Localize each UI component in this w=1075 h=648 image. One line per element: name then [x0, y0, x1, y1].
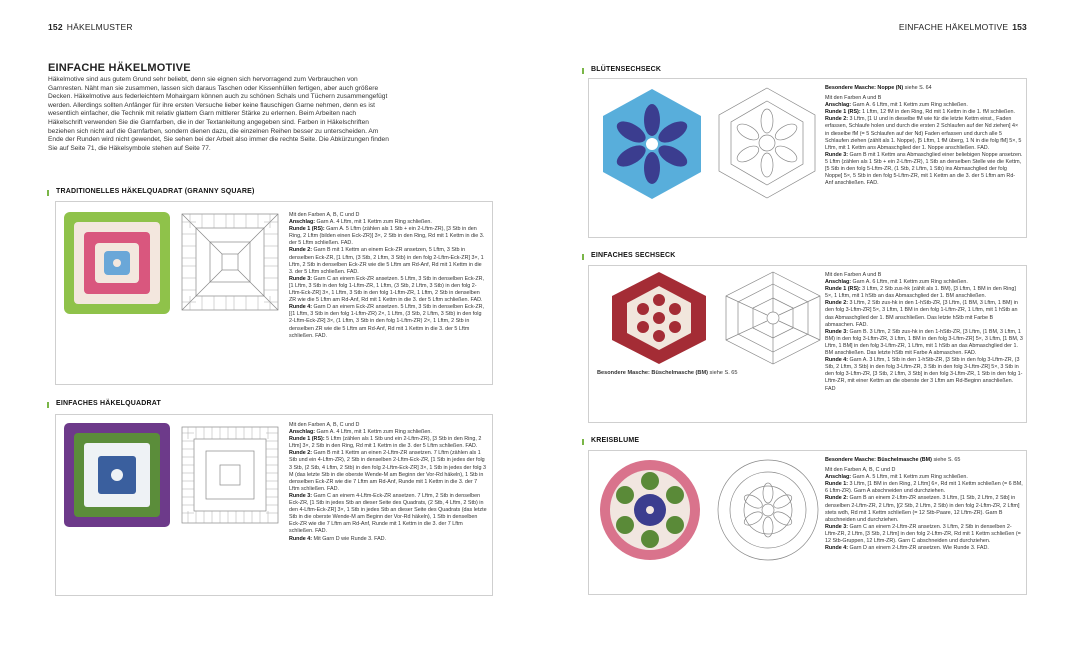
- einfaches-sechseck-caption: Besondere Masche: Büschelmasche (BM) siehe S. 65: [597, 370, 738, 376]
- granny-square-photo: [62, 210, 172, 316]
- instr-line: Mit den Farben A und B: [825, 272, 882, 278]
- kreisblume-diagram: [715, 457, 821, 563]
- instr-line: Anschlag: Garn A. 4 Lftm, mit 1 Kettm zum Ring schließen.: [289, 219, 432, 226]
- page-number-right: 153: [1012, 22, 1027, 32]
- instr-line: Anschlag: Garn A. 6 Lftm, mit 1 Kettm zum Ring schließen.: [825, 279, 968, 286]
- einfaches-sechseck-photo: [609, 270, 709, 366]
- page-number-left: 152: [48, 22, 63, 32]
- instr-line: Runde 1 (RS): Garn A. 5 Lftm (zählen als 1 Stb + ein 2-Lftm-ZR), [3 Stb in den Ring, 2 Lftm (bilden einen Eck-ZR)] 3×, 2 Stb in den Ring, Rd mit 1 Kettm in die 3. der 5 Lftm schließen. FAD.: [289, 226, 485, 247]
- kreisblume-instructions: [825, 457, 1023, 552]
- instr-line: Mit den Farben A, B, C und D: [289, 212, 360, 218]
- granny-square-instructions: [289, 212, 487, 340]
- section-title-simple-square: EINFACHES HÄKELQUADRAT: [56, 400, 161, 407]
- instr-line: Runde 3: Garn C an einem 4-Lftm-Eck-ZR ansetzen. 7 Lftm, 2 Stb in denselben Eck-ZR, [1 Stb in jedes Stb an dieser Seite des Quadrats, (2 Stb, 4 Lftm, 2 Stb) in den 4-Lftm-Eck-ZR] 3×, 1 Stb in jedes Stb an dieser Seite des Quadrats (das letzte Stb in die oberste Wende-M am Beginn der Vor-Rd häkeln), 1 Stb in denselben Eck-ZR wie die 7 Lftm am Rd-Anf, Runde mit 1 Kettm in die 3. der 7 Lftm schließen. FAD.: [289, 492, 487, 535]
- instr-line: Runde 4: Mit Garn D wie Runde 3. FAD.: [289, 535, 387, 542]
- section-title-einfaches-sechseck: EINFACHES SECHSECK: [591, 252, 676, 259]
- granny-square-box: [55, 201, 493, 385]
- simple-square-box: [55, 414, 493, 596]
- kreisblume-box: [588, 450, 1027, 595]
- section-title-bluetensechseck: BLÜTENSECHSECK: [591, 66, 662, 73]
- instr-line: Mit den Farben A, B, C und D: [825, 467, 896, 474]
- einfaches-sechseck-box: [588, 265, 1027, 423]
- instr-line: Runde 1: 3 Lftm, [1 BM in den Ring, 2 Lftm] 6×, Rd mit 1 Kettm schließen (= 6 BM, 6 Lftm-ZR). Garn A abschneiden und durchziehen.: [825, 481, 1023, 495]
- instr-line: Runde 1 (RS): 5 Lftm (zählen als 1 Stb und ein 2-Lftm-ZR), [3 Stb in den Ring, 2 Lftm] 3×, 2 Stb in den Ring, Rd mit 1 Kettm in die 3. der 5 Lftm schließen. FAD.: [289, 436, 482, 450]
- instr-line: Anschlag: Garn A. 6 Lftm, mit 1 Kettm zum Ring schließen.: [825, 102, 968, 109]
- instr-line: Runde 3: Garn B mit 1 Kettm ans Abmaschglied einer beliebigen Noppe ansetzen. 5 Lftm (zählen als 1 Stb + ein 2-Lftm-ZR), 1 Stb an derselben Stelle wie die Kettm, [5 Stb in den folg 5-Lftm-ZR, (1 Stb, 2 Lftm, 1 Stb) ins Abmaschglied der folg Noppe] 5×, 5 Stb in den folg 5-Lftm-ZR, mit 1 Kettm an die 3. der 5 Lftm am Rd-Anf anschließen. FAD.: [825, 151, 1023, 187]
- instr-line: Runde 2: 3 Lftm, [1 U und in dieselbe fM wie für die letzte Kettm einst., Faden erfassen, Schlaufe holen und durch die ersten 2 Schlaufen auf der Nd ziehen] 4× in dieselbe fM (= 5 Schlaufen auf der Nd) Faden erfassen und durch alle 5 Schlaufen ziehen (zählt als 1. Noppe), [5 Lftm, 1 fM überg, 1 N in die folg fM] 5×, 5 Lftm, mit 1 Kettm ans Abmaschglied der 1. Noppe anschließen. FAD.: [825, 116, 1022, 151]
- instr-line: Runde 2: 3 Lftm, 2 Stb zus-hk in den 1-hStb-ZR, [3 Lftm, (1 BM, 3 Lftm, 1 BM) in den folg 3-Lftm-ZR] 5×, 3 Lftm, 1 BM in den folg 1-Lftm-ZR, 1 Lftm, mit 1 hStb an das Abmaschglied der 1. BM anschließen. Das letzte hStb mit Farbe B abmaschen. FAD.: [825, 300, 1018, 328]
- instr-line: Runde 4: Garn D an einem 2-Lftm-ZR ansetzen. Wie Runde 3. FAD.: [825, 545, 989, 552]
- bluetensechseck-box: [588, 78, 1027, 238]
- instr-line: Runde 1 (RS): 1 Lftm, 12 fM in den Ring, Rd mit 1 Kettm in die 1. fM schließen.: [825, 109, 1015, 116]
- einfaches-sechseck-diagram: [723, 270, 823, 366]
- special-stitch-line: Besondere Masche: Noppe (N) siehe S. 64: [825, 85, 932, 91]
- instr-line: Runde 2: Garn B an einem 2-Lftm-ZR ansetzen. 3 Lftm, [1 Stb, 2 Lftm, 2 Stb] in denselben 2-Lftm-ZR, 2 Lftm, [(2 Stb, 2 Lftm, 2 Stb) in den folg 2-Lftm-ZR, 2 Lftm] stets wdh, Rd mit 1 Kettm schließen (= 12 Stb-Paare, 12 Lftm-ZR). Garn B abschneiden und durchziehen.: [825, 495, 1020, 523]
- instr-line: Anschlag: Garn A. 4 Lftm, mit 1 Kettm zum Ring schließen.: [289, 429, 432, 436]
- special-stitch-line: Besondere Masche: Büschelmasche (BM) siehe S. 65: [825, 457, 961, 463]
- bluetensechseck-photo: [597, 85, 707, 203]
- instr-line: Runde 3: Garn C an einem Eck-ZR ansetzen. 5 Lftm, 3 Stb in denselben Eck-ZR, [1 Lftm, 3 Stb in den folg 1-Lftm-ZR, 1 Lftm, (3 Stb, 2 Lftm, 3 Stb) in den folg 2-Lftm-Eck-ZR] 3×, 1 Lftm, 3 Stb in den folg 1-Lftm-ZR, 1 Lftm, 2 Stb in denselben ZR wie die 5 Lftm am Rd-Anf, Rd mit 1 Kettm in die 3. der 5 Lftm schließen. FAD.: [289, 275, 485, 304]
- instr-line: Runde 3: Garn B. 3 Lftm, 2 Stb zus-hk in den 1-hStb-ZR, [3 Lftm, (1 BM, 3 Lftm, 1 BM) in den folg 3-Lftm-ZR, 3 Lftm, 1 BM in den folg 3-Lftm-ZR] 5×, 3 Lftm, [1 BM, 3 Lftm, 1 BM] in den folg 3-Lftm-ZR, 1 Lftm, mit 1 hStb an das Abmaschglied der 1. BM anschließen. Das letzte hStb mit Farbe A abmaschen. FAD.: [825, 328, 1023, 357]
- instr-line: Runde 2: Garn B mit 1 Kettm an einen 2-Lftm-ZR ansetzen. 7 Lftm (zählen als 1 Stb und ein 4-Lftm-ZR), 2 Stb in denselben 2-Lftm-Eck-ZR, [1 Stb in jedes der folg 3 Stb, (2 Stb, 4 Lftm, 2 Stb) in den folg 2-Lftm-Eck-ZR] 3×, 1 Stb in jedes der folg 3 M (das letzte Stb in die oberste Wende-M am Beginn der Vor-Rd häkeln), 1 Stb in denselben Eck-ZR wie die 7 Lftm am Rd-Anf, Runde mit 1 Kettm in die 3. der 7 Lftm schließen. FAD.: [289, 450, 487, 492]
- running-head-right: [899, 22, 1027, 32]
- running-head-left: [48, 22, 133, 32]
- instr-line: Runde 4: Garn A. 3 Lftm, 1 Stb in den 1-hStb-ZR, [3 Stb in den folg 3-Lftm-ZR, (3 Stb, 2 Lftm, 3 Stb) in den folg 3-Lftm-ZR, 3 Stb in den folg 3-Lftm-ZR] 5×, 3 Stb in den folg 3-Lftm-ZR, [3 Stb, 2 Lftm, 3 Stb] in den folg 3-Lftm-ZR, 1 Stb in den folg 1-Lftm-ZR, mit einer Kettm an die oberste der 3 Lftm am Rd-Beginn anschließen. FAD: [825, 357, 1023, 392]
- simple-square-diagram: [178, 423, 282, 527]
- right-page: [538, 0, 1075, 648]
- instr-line: Mit den Farben A und B: [825, 95, 882, 102]
- instr-line: Runde 1 (RS): 3 Lftm, 2 Stb zus-hk (zählt als 1. BM), [3 Lftm, 1 BM in den Ring] 5×, 1 Lftm, mit 1 hStb an das Abmaschglied der 1. BM anschließen.: [825, 286, 1016, 300]
- simple-square-photo: [62, 421, 172, 529]
- bluetensechseck-instructions: [825, 85, 1023, 187]
- running-head-right-title: EINFACHE HÄKELMOTIVE: [898, 22, 1009, 32]
- left-page: [0, 0, 537, 648]
- section-title-granny: TRADITIONELLES HÄKELQUADRAT (GRANNY SQUARE): [56, 188, 255, 195]
- granny-square-diagram: [178, 210, 282, 314]
- simple-square-instructions: [289, 422, 487, 543]
- main-title: EINFACHE HÄKELMOTIVE: [48, 62, 191, 74]
- running-head-left-title: HÄKELMUSTER: [66, 22, 133, 32]
- instr-line: Mit den Farben A, B, C und D: [289, 422, 360, 428]
- bluetensechseck-diagram: [715, 85, 819, 201]
- einfaches-sechseck-instructions: [825, 272, 1023, 393]
- kreisblume-photo: [597, 457, 703, 563]
- instr-line: Runde 3: Garn C an einem 2-Lftm-ZR ansetzen. 3 Lftm, 2 Stb in denselben 2-Lftm-ZR, 2 Lftm, [3 Stb, 2 Lftm] in den folg 2-Lftm-ZR, Rd mit 1 Kettm schließen (= 12 Stb-Gruppen, 12 Lftm-ZR). Garn C abschneiden und durchziehen.: [825, 523, 1021, 545]
- section-title-kreisblume: KREISBLUME: [591, 437, 640, 444]
- instr-line: Runde 4: Garn D an einem Eck-ZR ansetzen. 5 Lftm, 3 Stb in denselben Eck-ZR, [(1 Lftm, 3 Stb in den folg 1-Lftm-ZR) 2×, 1 Lftm, (3 Stb, 2 Lftm, 3 Stb) in den folg 2-Lftm-Eck-ZR] 3×, (1 Lftm, 3 Stb in den folg 1-Lftm-ZR) 2×, 1 Lftm, 2 Stb in denselben ZR wie die 5 Lftm am Rd-Anf, Rd mit 1 Kettm in die 3. der 5 Lftm schließen. FAD.: [289, 304, 485, 339]
- instr-line: Anschlag: Garn A. 5 Lftm, mit 1 Kettm zum Ring schließen.: [825, 474, 968, 481]
- intro-text: Häkelmotive sind aus gutem Grund sehr beliebt, denn sie eignen sich hervorragend zum Verbrauchen von Garnresten. Näht man sie zusammen, lassen sich daraus Taschen oder Kissenhüllen fertigen, aber auch größere Decken. Häkelmotive aus federleichtem Mohairgarn können auch zu schönen Schals und Tüchern zusammengefügt werden. Allerdings sollten Anfänger für ihre ersten Versuche lieber keine flauschigen Garne nehmen, denn es ist wesentlich einfacher, die Technik mit relativ glattem Garn mittlerer Stärke zu erlernen. Beim Arbeiten nach Häkelschrift verwenden Sie die Garnfarben, die in der Textanleitung angegeben sind. Farben in Häkelschriften beziehen sich nicht auf die Garnfarben, sondern dienen dazu, die einzelnen Reihen besser zu unterscheiden. Am Ende der Runden wird nicht gewendet, Sie sehen bei der Arbeit also immer die rechte Seite. Die Abkürzungen finden Sie auf Seite 71, die Häkelsymbole stehen auf Seite 77.: [48, 76, 389, 152]
- instr-line: Runde 2: Garn B mit 1 Kettm an einem Eck-ZR ansetzen, 5 Lftm, 3 Stb in denselben Eck-ZR, [1 Lftm, (3 Stb, 2 Lftm, 3 Stb) in den folg 2-Lftm-Eck-ZR] 3×, 1 Lftm, 2 Stb in denselben Eck-ZR wie die 5 Lftm am Rd-Anf, Rd mit 1 Kettm in die 3. der 5 Lftm schließen. FAD.: [289, 247, 484, 275]
